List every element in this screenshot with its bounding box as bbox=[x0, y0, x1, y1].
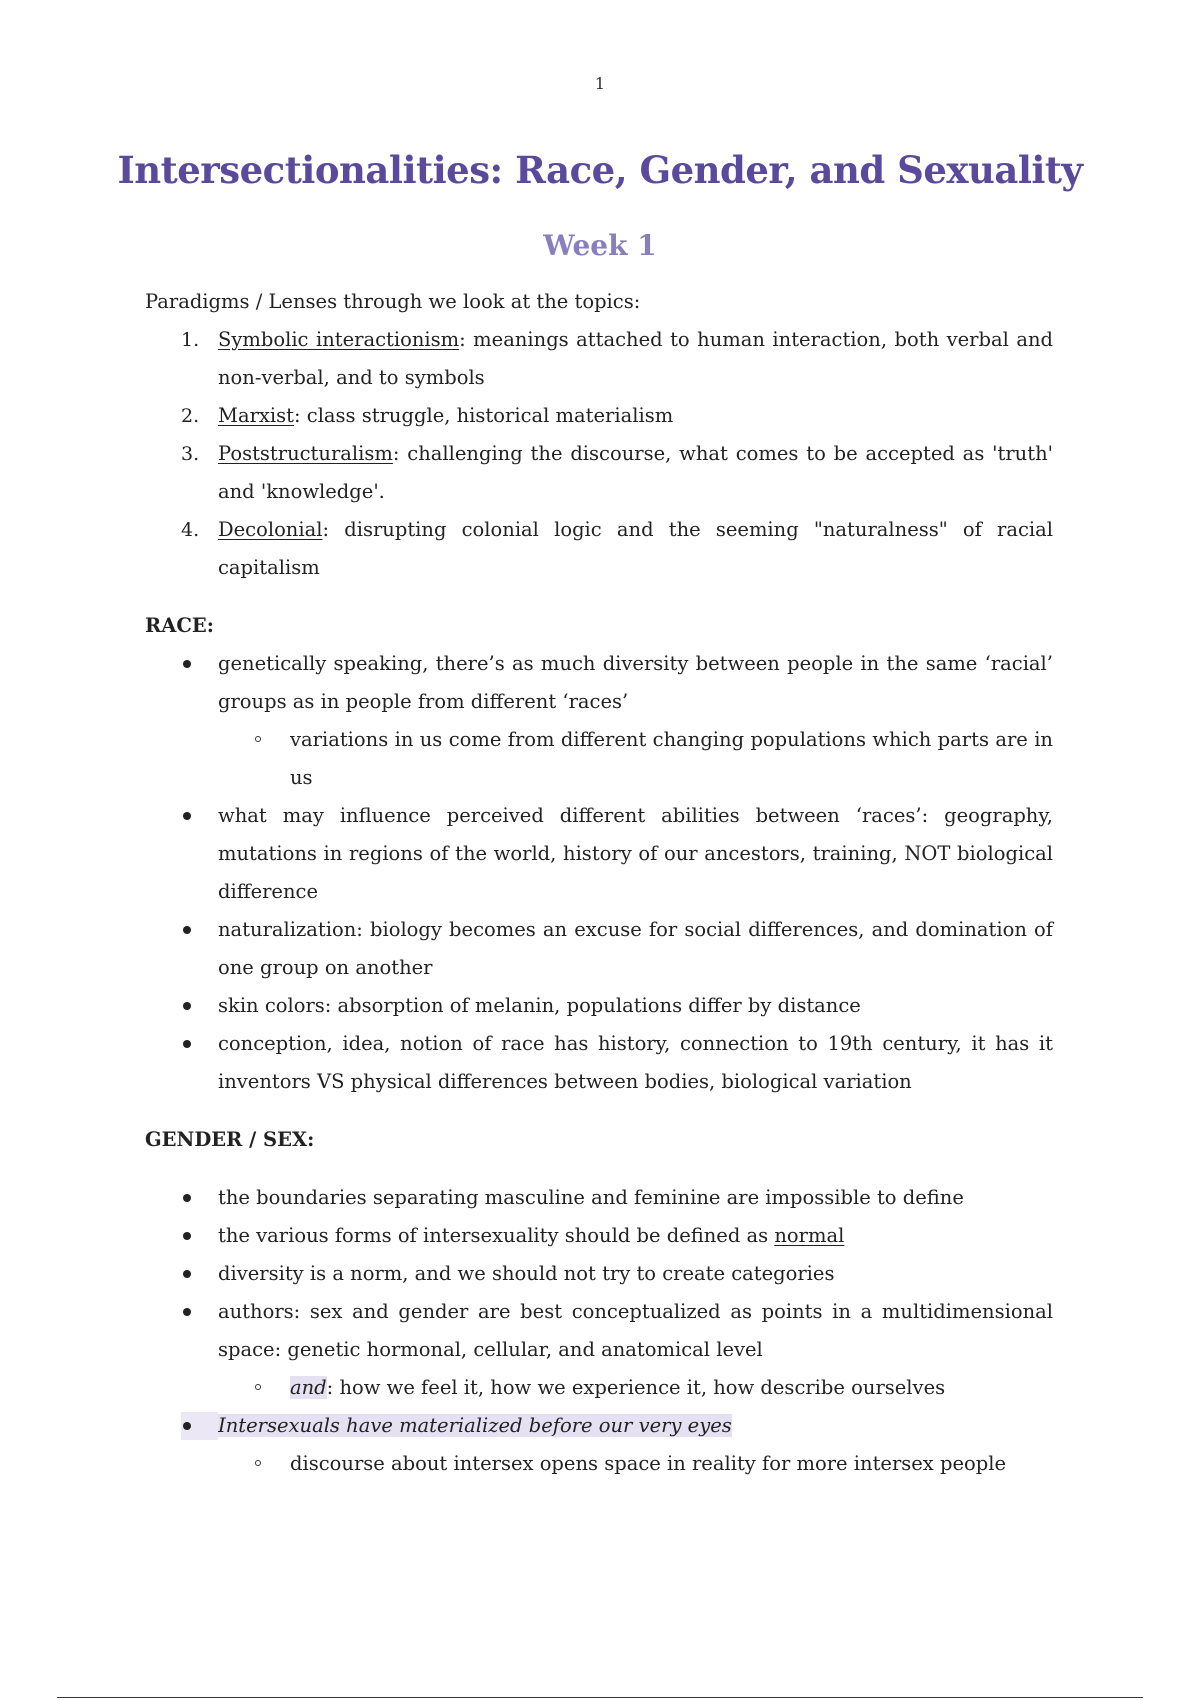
list-item bbox=[145, 511, 1053, 587]
bullet-icon bbox=[183, 1270, 191, 1278]
list-number: 1. bbox=[181, 329, 200, 351]
hollow-bullet-icon bbox=[255, 1460, 261, 1466]
race-list bbox=[145, 645, 1053, 1101]
paradigms-list bbox=[145, 321, 1053, 587]
list-item bbox=[145, 1217, 1053, 1255]
list-item-text: what may influence perceived different abilities between ‘races’: geography, mutations in regions of the world, history of our ancestors, training, NOT biological difference bbox=[218, 804, 1053, 903]
paradigm-text: : disrupting colonial logic and the seeming "naturalness" of racial capitalism bbox=[218, 518, 1053, 579]
sub-list-item bbox=[145, 1445, 1053, 1483]
list-item-text: the boundaries separating masculine and feminine are impossible to define bbox=[218, 1186, 964, 1209]
document-title: Intersectionalities: Race, Gender, and Sexuality bbox=[117, 148, 1083, 192]
document-body bbox=[145, 283, 1053, 1483]
list-item-text: : how we feel it, how we experience it, how describe ourselves bbox=[326, 1376, 946, 1399]
list-item-text: the various forms of intersexuality should be defined as bbox=[218, 1224, 775, 1247]
list-number: 4. bbox=[181, 519, 200, 541]
list-item bbox=[145, 397, 1053, 435]
list-item-text: skin colors: absorption of melanin, populations differ by distance bbox=[218, 994, 861, 1017]
gender-heading: GENDER / SEX: bbox=[145, 1128, 315, 1151]
paradigm-term: Poststructuralism bbox=[218, 442, 393, 465]
list-item bbox=[145, 1293, 1053, 1369]
sub-list-item bbox=[145, 1369, 1053, 1407]
bullet-icon bbox=[183, 1002, 191, 1010]
list-item bbox=[145, 435, 1053, 511]
list-item bbox=[145, 1255, 1053, 1293]
bullet-icon bbox=[183, 926, 191, 934]
list-item-text: genetically speaking, there’s as much diversity between people in the same ‘racial’ groups as in people from different ‘races’ bbox=[218, 652, 1053, 713]
intro-paragraph: Paradigms / Lenses through we look at the topics: bbox=[145, 290, 641, 313]
highlighted-list-item bbox=[145, 1407, 1053, 1445]
document-subtitle: Week 1 bbox=[543, 229, 657, 262]
list-item bbox=[145, 321, 1053, 397]
paradigm-term: Symbolic interactionism bbox=[218, 328, 460, 351]
highlighted-term: and bbox=[290, 1376, 327, 1399]
underlined-term: normal bbox=[774, 1224, 845, 1247]
hollow-bullet-icon bbox=[255, 1384, 261, 1390]
paradigm-text: : meanings attached to human interaction, both verbal and non-verbal, and to symbols bbox=[218, 328, 1054, 389]
paradigm-text: : class struggle, historical materialism bbox=[294, 404, 674, 427]
bullet-icon bbox=[183, 1040, 191, 1048]
list-item bbox=[145, 911, 1053, 987]
bullet-icon bbox=[183, 1194, 191, 1202]
list-item bbox=[145, 645, 1053, 721]
list-item-text: Intersexuals have materialized before our very eyes bbox=[218, 1414, 732, 1437]
footer-divider bbox=[57, 1697, 1143, 1698]
bullet-icon bbox=[183, 1422, 191, 1430]
page-number: 1 bbox=[594, 74, 606, 93]
paradigm-term: Decolonial bbox=[218, 518, 323, 541]
bullet-icon bbox=[183, 812, 191, 820]
gender-list bbox=[145, 1179, 1053, 1483]
list-item-text: conception, idea, notion of race has history, connection to 19th century, it has it inventors VS physical differences between bodies, biological variation bbox=[218, 1032, 1053, 1093]
list-item-text: authors: sex and gender are best conceptualized as points in a multidimensional space: genetic hormonal, cellular, and anatomical level bbox=[218, 1300, 1053, 1361]
list-item-text: variations in us come from different changing populations which parts are in us bbox=[290, 728, 1053, 789]
list-item bbox=[145, 797, 1053, 911]
list-item bbox=[145, 1025, 1053, 1101]
bullet-icon bbox=[183, 1308, 191, 1316]
race-heading: RACE: bbox=[145, 614, 214, 637]
sub-list-item bbox=[145, 721, 1053, 797]
bullet-icon bbox=[183, 660, 191, 668]
list-number: 2. bbox=[181, 405, 200, 427]
list-item-text: naturalization: biology becomes an excuse for social differences, and domination of one group on another bbox=[218, 918, 1053, 979]
paradigm-text: : challenging the discourse, what comes to be accepted as 'truth' and 'knowledge'. bbox=[218, 442, 1053, 503]
paradigm-term: Marxist bbox=[218, 404, 294, 427]
list-item-text: discourse about intersex opens space in reality for more intersex people bbox=[290, 1452, 1007, 1475]
list-item bbox=[145, 987, 1053, 1025]
hollow-bullet-icon bbox=[255, 736, 261, 742]
list-number: 3. bbox=[181, 443, 200, 465]
bullet-icon bbox=[183, 1232, 191, 1240]
list-item bbox=[145, 1179, 1053, 1217]
list-item-text: diversity is a norm, and we should not try to create categories bbox=[218, 1262, 835, 1285]
